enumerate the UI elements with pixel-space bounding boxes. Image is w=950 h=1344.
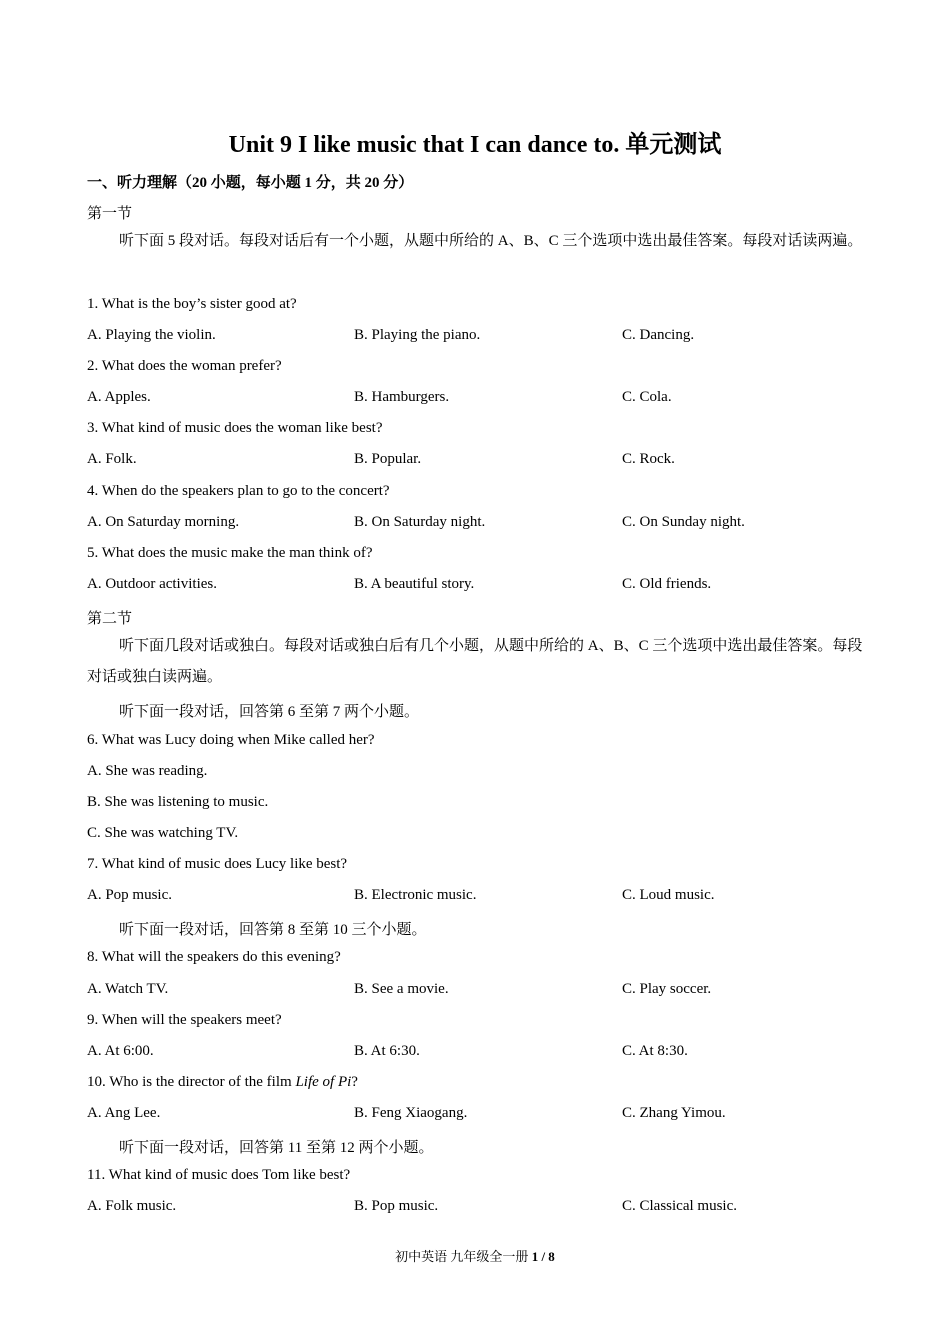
q1-option-a: A. Playing the violin. — [87, 327, 216, 343]
heading-suffix: 分） — [379, 175, 414, 191]
group-instruction-2: 听下面一段对话，回答第 8 至第 10 三个小题。 — [119, 922, 427, 938]
part1-label: 第一节 — [87, 206, 133, 222]
q9-option-a: A. At 6:00. — [87, 1043, 154, 1059]
heading-total: 20 — [364, 175, 380, 191]
heading-mid1: 小题，每小题 — [207, 175, 305, 191]
q8-option-b: B. See a movie. — [354, 981, 449, 997]
q4-option-a: A. On Saturday morning. — [87, 514, 240, 530]
q5-option-a: A. Outdoor activities. — [87, 576, 217, 592]
q11-option-a: A. Folk music. — [87, 1198, 177, 1214]
heading-prefix: 一、听力理解（ — [87, 175, 193, 191]
q7-option-c: C. Loud music. — [622, 887, 715, 903]
group-instruction-1: 听下面一段对话，回答第 6 至第 7 两个小题。 — [119, 704, 420, 720]
heading-count: 20 — [192, 175, 208, 191]
q10-option-b: B. Feng Xiaogang. — [354, 1105, 468, 1121]
part2-label: 第二节 — [87, 611, 133, 627]
q4-option-c: C. On Sunday night. — [622, 514, 745, 530]
question-10 — [87, 1074, 358, 1091]
heading-each: 1 — [304, 175, 313, 191]
q3-option-b: B. Popular. — [354, 451, 422, 467]
page-footer — [0, 1246, 950, 1265]
q5-option-c: C. Old friends. — [622, 576, 712, 592]
q6-option-c: C. She was watching TV. — [87, 825, 239, 841]
question-11: 11. What kind of music does Tom like best? — [87, 1167, 351, 1183]
question-3: 3. What kind of music does the woman like best? — [87, 420, 383, 436]
q1-option-b: B. Playing the piano. — [354, 327, 481, 343]
q3-option-c: C. Rock. — [622, 451, 675, 467]
q3-option-a: A. Folk. — [87, 451, 137, 467]
q10-film-title: Life of Pi — [295, 1074, 352, 1090]
q10-option-a: A. Ang Lee. — [87, 1105, 161, 1121]
question-5: 5. What does the music make the man think of? — [87, 545, 373, 561]
q8-option-a: A. Watch TV. — [87, 981, 169, 997]
q6-option-b: B. She was listening to music. — [87, 794, 269, 810]
page-number: 1 / 8 — [531, 1249, 555, 1264]
q2-option-a: A. Apples. — [87, 389, 151, 405]
q11-option-b: B. Pop music. — [354, 1198, 439, 1214]
q9-option-c: C. At 8:30. — [622, 1043, 688, 1059]
part1-instruction: 听下面 5 段对话。每段对话后有一个小题，从题中所给的 A、B、C 三个选项中选出最佳答案。每段对话读两遍。 — [119, 233, 863, 249]
q4-option-b: B. On Saturday night. — [354, 514, 486, 530]
question-7: 7. What kind of music does Lucy like best? — [87, 856, 348, 872]
q9-option-b: B. At 6:30. — [354, 1043, 420, 1059]
question-4: 4. When do the speakers plan to go to the concert? — [87, 483, 390, 499]
part2-instruction: 听下面几段对话或独白。每段对话或独白后有几个小题，从题中所给的 A、B、C 三个选项中选出最佳答案。每段对话或独白读两遍。 — [87, 638, 863, 685]
q11-option-c: C. Classical music. — [622, 1198, 737, 1214]
q10-text-suffix: ? — [351, 1074, 358, 1090]
question-6: 6. What was Lucy doing when Mike called her? — [87, 732, 375, 748]
group-instruction-3: 听下面一段对话，回答第 11 至第 12 两个小题。 — [119, 1140, 434, 1156]
q6-option-a: A. She was reading. — [87, 763, 208, 779]
page-title: Unit 9 I like music that I can dance to. 单元测试 — [228, 132, 722, 158]
heading-mid2: 分，共 — [312, 175, 365, 191]
section-heading — [87, 171, 413, 192]
question-9: 9. When will the speakers meet? — [87, 1012, 282, 1028]
q7-option-a: A. Pop music. — [87, 887, 173, 903]
q10-option-c: C. Zhang Yimou. — [622, 1105, 726, 1121]
q8-option-c: C. Play soccer. — [622, 981, 712, 997]
q5-option-b: B. A beautiful story. — [354, 576, 475, 592]
q7-option-b: B. Electronic music. — [354, 887, 477, 903]
question-1: 1. What is the boy’s sister good at? — [87, 296, 297, 312]
footer-text: 初中英语 九年级全一册 — [395, 1249, 532, 1264]
q10-text-prefix: 10. Who is the director of the film — [87, 1074, 296, 1090]
q2-option-c: C. Cola. — [622, 389, 672, 405]
question-8: 8. What will the speakers do this evening? — [87, 949, 341, 965]
q2-option-b: B. Hamburgers. — [354, 389, 450, 405]
question-2: 2. What does the woman prefer? — [87, 358, 282, 374]
q1-option-c: C. Dancing. — [622, 327, 695, 343]
